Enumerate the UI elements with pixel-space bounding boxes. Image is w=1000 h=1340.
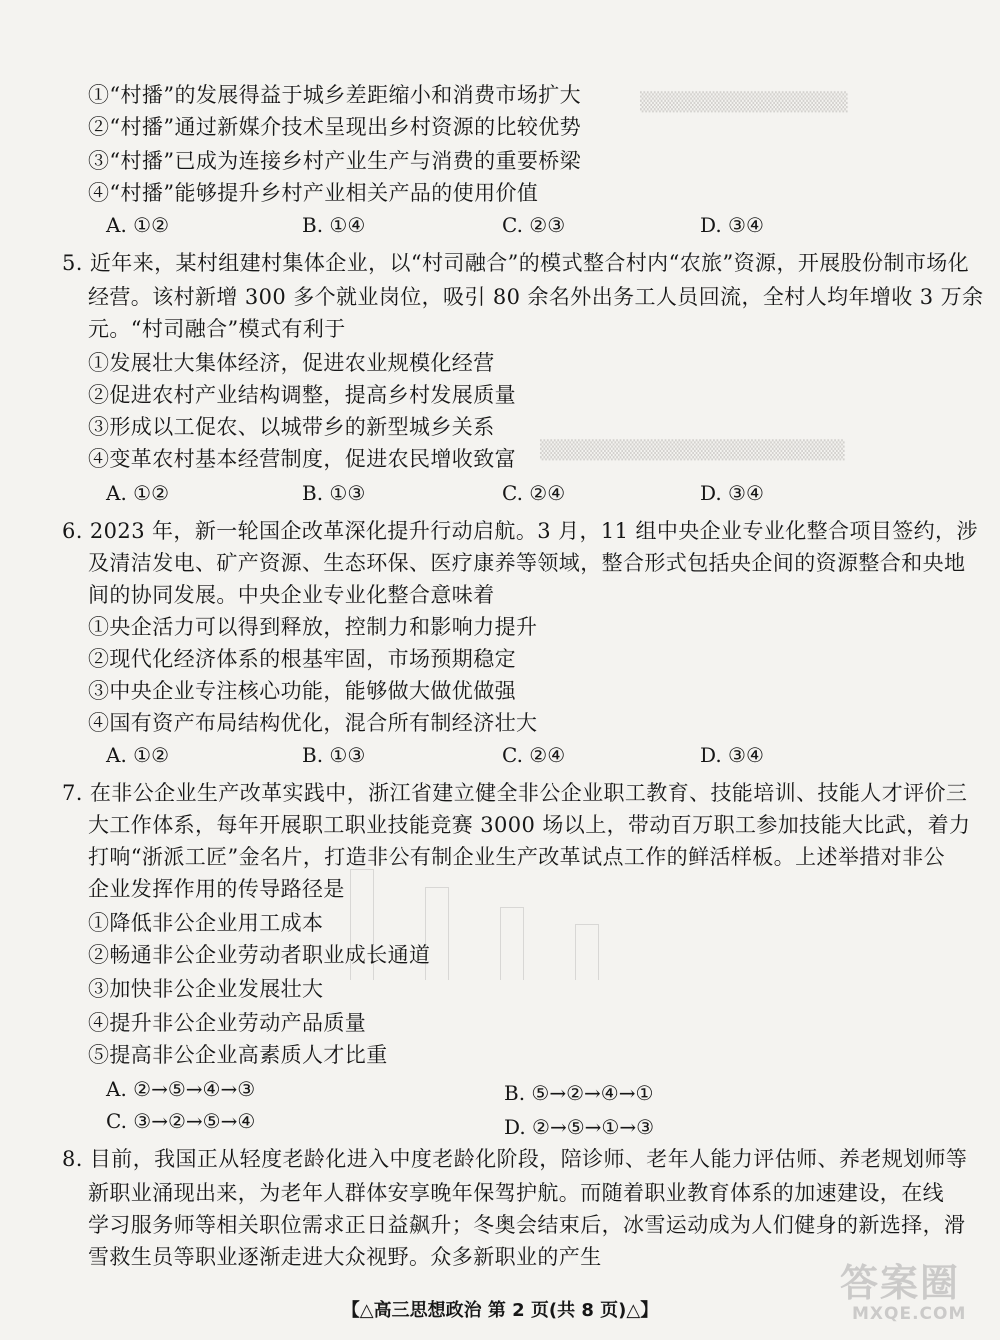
q5-option-d[interactable]: D. ③④ bbox=[700, 481, 764, 505]
q7-stem-line-4: 企业发挥作用的传导路径是 bbox=[88, 877, 345, 901]
q6-stem-line-1: 6. 2023 年，新一轮国企改革深化提升行动启航。3 月，11 组中央企业专业化整合项目签约，涉 bbox=[62, 519, 978, 543]
q5-option-a[interactable]: A. ①② bbox=[106, 481, 170, 505]
q8-stem-line-3: 学习服务师等相关职位需求正日益飙升；冬奥会结束后，冰雪运动成为人们健身的新选择，滑 bbox=[88, 1213, 966, 1237]
q7-statement-2: ②畅通非公企业劳动者职业成长通道 bbox=[88, 943, 431, 967]
q4-statement-3: ③“村播”已成为连接乡村产业生产与消费的重要桥梁 bbox=[88, 149, 582, 173]
q8-stem-line-4: 雪救生员等职业逐渐走进大众视野。众多新职业的产生 bbox=[88, 1245, 602, 1269]
q5-statement-3: ③形成以工促农、以城带乡的新型城乡关系 bbox=[88, 415, 495, 439]
q4-option-c[interactable]: C. ②③ bbox=[502, 213, 566, 237]
q6-stem-line-2: 及清洁发电、矿产资源、生态环保、医疗康养等领域，整合形式包括央企间的资源整合和央地 bbox=[88, 551, 966, 575]
q4-statement-1: ①“村播”的发展得益于城乡差距缩小和消费市场扩大 bbox=[88, 83, 582, 107]
q5-statement-1: ①发展壮大集体经济，促进农业规模化经营 bbox=[88, 351, 495, 375]
q6-statement-3: ③中央企业专注核心功能，能够做大做优做强 bbox=[88, 679, 516, 703]
q5-stem-line-3: 元。“村司融合”模式有利于 bbox=[88, 317, 346, 341]
watermark-bottom-text: MXQE.COM bbox=[852, 1304, 967, 1324]
watermark-logo bbox=[818, 1252, 988, 1330]
q4-option-a[interactable]: A. ①② bbox=[106, 213, 170, 237]
q6-option-d[interactable]: D. ③④ bbox=[700, 743, 764, 767]
watermark-top-text: 答案圈 bbox=[840, 1261, 961, 1305]
q5-statement-4: ④变革农村基本经营制度，促进农民增收致富 bbox=[88, 447, 516, 471]
q5-stem-line-2: 经营。该村新增 300 多个就业岗位，吸引 80 余名外出务工人员回流，全村人均年增收 3 万余 bbox=[88, 285, 984, 309]
q7-option-d[interactable]: D. ②→⑤→①→③ bbox=[504, 1115, 655, 1139]
q6-option-b[interactable]: B. ①③ bbox=[302, 743, 366, 767]
q7-statement-1: ①降低非公企业用工成本 bbox=[88, 911, 324, 935]
q5-statement-2: ②促进农村产业结构调整，提高乡村发展质量 bbox=[88, 383, 516, 407]
q6-statement-1: ①央企活力可以得到释放，控制力和影响力提升 bbox=[88, 615, 538, 639]
q5-option-b[interactable]: B. ①③ bbox=[302, 481, 366, 505]
q6-statement-4: ④国有资产布局结构优化，混合所有制经济壮大 bbox=[88, 711, 538, 735]
q7-stem-line-1: 7. 在非公企业生产改革实践中，浙江省建立健全非公企业职工教育、技能培训、技能人才评价三 bbox=[62, 781, 968, 805]
q8-stem-line-2: 新职业涌现出来，为老年人群体安享晚年保驾护航。而随着职业教育体系的加速建设，在线 bbox=[88, 1181, 944, 1205]
q7-statement-4: ④提升非公企业劳动产品质量 bbox=[88, 1011, 367, 1035]
q7-statement-5: ⑤提高非公企业高素质人才比重 bbox=[88, 1043, 388, 1067]
q4-option-b[interactable]: B. ①④ bbox=[302, 213, 366, 237]
q8-stem-line-1: 8. 目前，我国正从轻度老龄化进入中度老龄化阶段，陪诊师、老年人能力评估师、养老规划师等 bbox=[62, 1147, 968, 1171]
page-footer: 【△高三思想政治 第 2 页(共 8 页)△】 bbox=[341, 1300, 659, 1321]
q7-stem-line-3: 打响“浙派工匠”金名片，打造非公有制企业生产改革试点工作的鲜活样板。上述举措对非公 bbox=[88, 845, 945, 869]
q7-option-b[interactable]: B. ⑤→②→④→① bbox=[504, 1081, 654, 1105]
q6-statement-2: ②现代化经济体系的根基牢固，市场预期稳定 bbox=[88, 647, 516, 671]
q5-option-c[interactable]: C. ②④ bbox=[502, 481, 566, 505]
q6-option-a[interactable]: A. ①② bbox=[106, 743, 170, 767]
q7-option-c[interactable]: C. ③→②→⑤→④ bbox=[106, 1109, 256, 1133]
q6-stem-line-3: 间的协同发展。中央企业专业化整合意味着 bbox=[88, 583, 495, 607]
q6-option-c[interactable]: C. ②④ bbox=[502, 743, 566, 767]
q5-stem-line-1: 5. 近年来，某村组建村集体企业，以“村司融合”的模式整合村内“农旅”资源，开展股份制市场化 bbox=[62, 251, 970, 275]
q7-stem-line-2: 大工作体系，每年开展职工职业技能竞赛 3000 场以上，带动百万职工参加技能大比武，着力 bbox=[88, 813, 971, 837]
q4-option-d[interactable]: D. ③④ bbox=[700, 213, 764, 237]
q7-statement-3: ③加快非公企业发展壮大 bbox=[88, 977, 324, 1001]
q4-statement-4: ④“村播”能够提升乡村产业相关产品的使用价值 bbox=[88, 181, 539, 205]
bleed-through-text: ▒▒▒▒▒▒▒▒▒▒▒▒▒▒▒▒▒▒▒▒▒▒ bbox=[540, 440, 845, 461]
bleed-through-text: ▒▒▒▒▒▒▒▒▒▒▒▒▒▒▒ bbox=[640, 92, 848, 113]
q7-option-a[interactable]: A. ②→⑤→④→③ bbox=[106, 1077, 256, 1101]
q4-statement-2: ②“村播”通过新媒介技术呈现出乡村资源的比较优势 bbox=[88, 115, 582, 139]
